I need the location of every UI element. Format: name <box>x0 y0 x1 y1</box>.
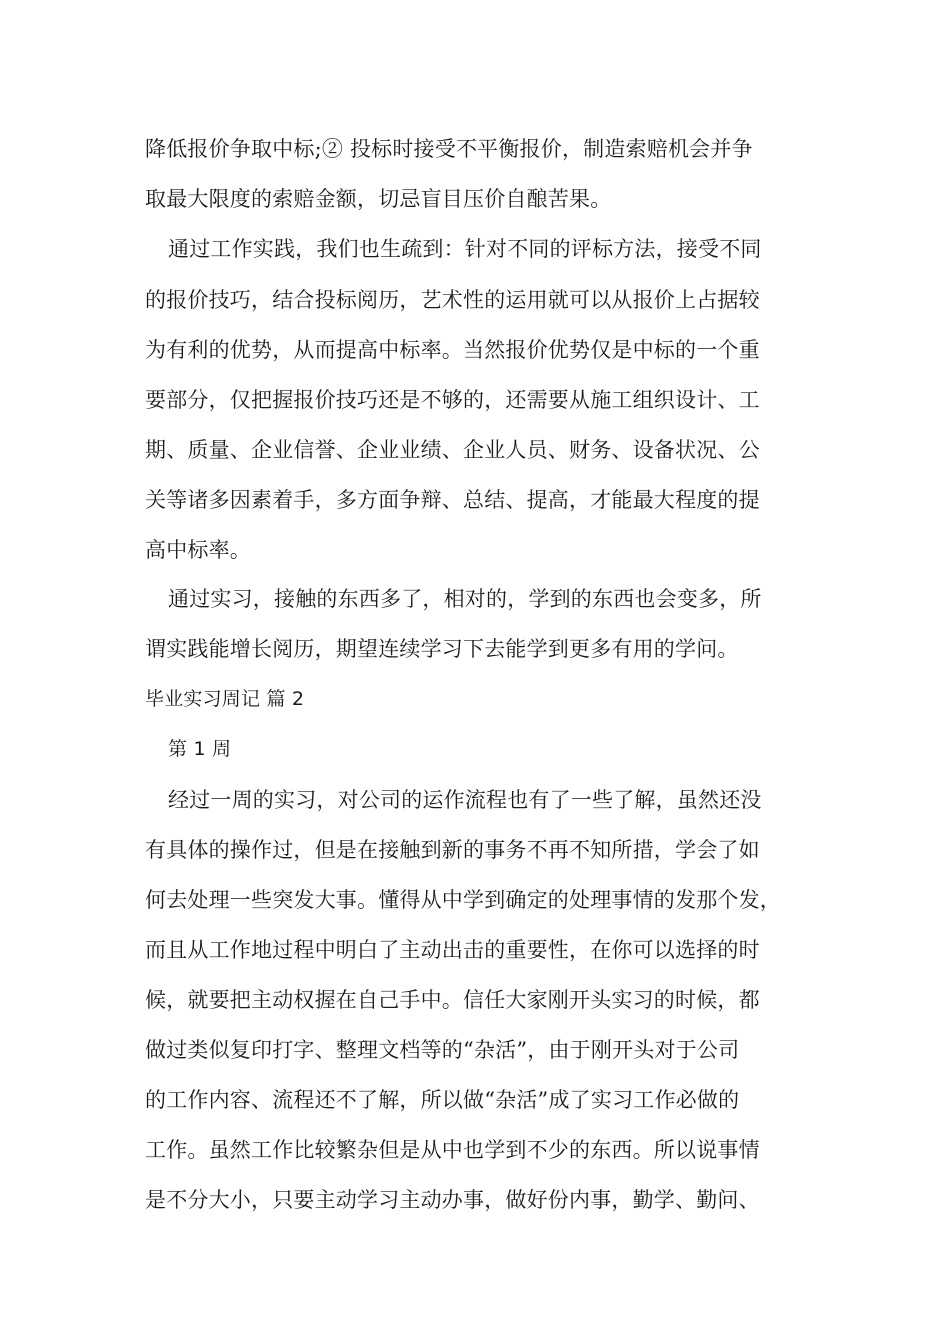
paragraph-line: 经过一周的实习，对公司的运作流程也有了一些了解，虽然还没 <box>168 788 762 812</box>
paragraph-line: 的工作内容、流程还不了解，所以做“杂活”成了实习工作必做的 <box>145 1088 740 1112</box>
paragraph-line: 为有利的优势，从而提高中标率。当然报价优势仅是中标的一个重 <box>145 338 760 362</box>
paragraph-line: 的报价技巧，结合投标阅历，艺术性的运用就可以从报价上占据较 <box>145 288 760 312</box>
paragraph-line: 通过实习，接触的东西多了，相对的，学到的东西也会变多，所 <box>168 587 762 611</box>
section-title: 毕业实习周记 篇 2 <box>145 688 305 710</box>
paragraph-line: 高中标率。 <box>145 538 251 562</box>
paragraph-line: 关等诸多因素着手，多方面争辩、总结、提高，才能最大程度的提 <box>145 488 760 512</box>
paragraph-line: 工作。虽然工作比较繁杂但是从中也学到不少的东西。所以说事情 <box>145 1138 760 1162</box>
paragraph-line: 谓实践能增长阅历，期望连续学习下去能学到更多有用的学问。 <box>145 637 739 661</box>
paragraph-line: 有具体的操作过，但是在接触到新的事务不再不知所措，学会了如 <box>145 838 760 862</box>
paragraph-line: 取最大限度的索赔金额，切忌盲目压价自酿苦果。 <box>145 187 612 211</box>
paragraph-line: 何去处理一些突发大事。懂得从中学到确定的处理事情的发那个发， <box>145 888 781 912</box>
week-label: 第 1 周 <box>168 738 232 760</box>
paragraph-line: 要部分，仅把握报价技巧还是不够的，还需要从施工组织设计、工 <box>145 388 760 412</box>
paragraph-line: 候，就要把主动权握在自己手中。信任大家刚开头实习的时候，都 <box>145 988 760 1012</box>
paragraph-line: 降低报价争取中标;② 投标时接受不平衡报价，制造索赔机会并争 <box>145 137 753 161</box>
paragraph-line: 是不分大小，只要主动学习主动办事，做好份内事，勤学、勤问、 <box>145 1188 760 1212</box>
paragraph-line: 而且从工作地过程中明白了主动出击的重要性，在你可以选择的时 <box>145 938 760 962</box>
paragraph-line: 期、质量、企业信誉、企业业绩、企业人员、财务、设备状况、公 <box>145 438 760 462</box>
paragraph-line: 通过工作实践，我们也生疏到：针对不同的评标方法，接受不同 <box>168 237 762 261</box>
paragraph-line: 做过类似复印打字、整理文档等的“杂活”，由于刚开头对于公司 <box>145 1038 740 1062</box>
